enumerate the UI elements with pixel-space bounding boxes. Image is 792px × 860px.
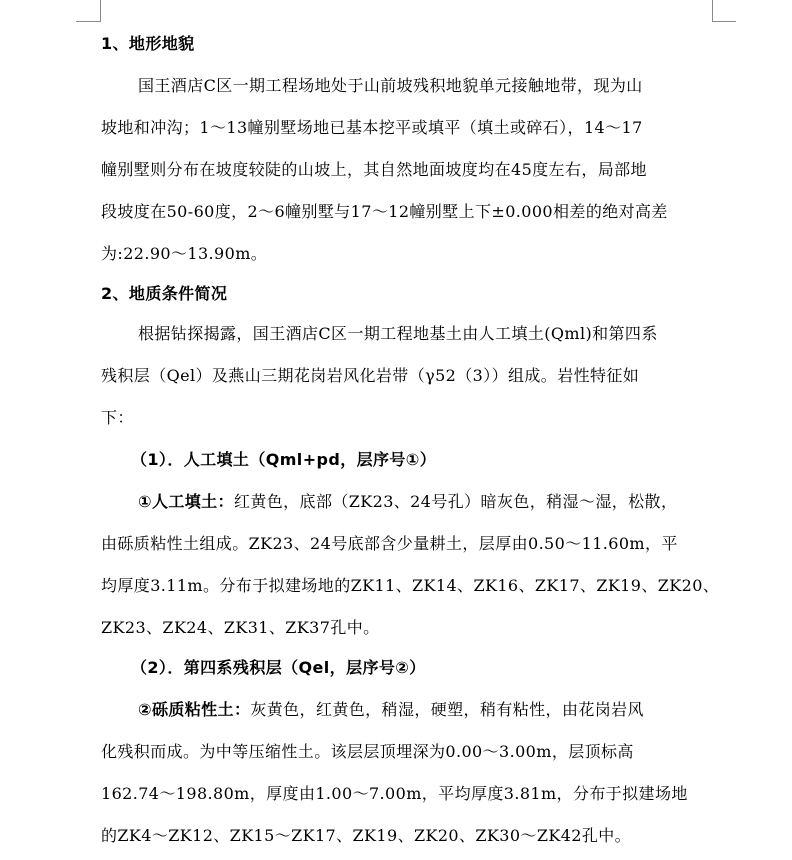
- s2-paragraph-line-2: 残积层（Qel）及燕山三期花岗岩风化岩带（γ52（3））组成。岩性特征如: [101, 366, 640, 385]
- section-1-heading: 1、地形地貌: [101, 34, 195, 53]
- sub1-line-1: [138, 492, 677, 512]
- s1-paragraph-line-1: 国王酒店C区一期工程场地处于山前坡残积地貌单元接触地带，现为山: [138, 76, 643, 95]
- subsection-2-heading: （2）．第四系残积层（Qel，层序号②）: [131, 658, 426, 677]
- s1-paragraph-line-2: 坡地和冲沟；1～13幢别墅场地已基本挖平或填平（填土或碎石），14～17: [101, 118, 643, 137]
- sub1-line-3: 均厚度3.11m。分布于拟建场地的ZK11、ZK14、ZK16、ZK17、ZK19、ZK20、: [101, 576, 720, 595]
- subsection-1-heading: （1）．人工填土（Qml+pd，层序号①）: [131, 450, 437, 469]
- s1-paragraph-line-5: 为:22.90～13.90m。: [101, 244, 268, 263]
- crop-mark-right-vertical: [712, 0, 713, 22]
- crop-mark-left-horizontal: [76, 21, 100, 22]
- sub1-line-1-text: 红黄色，底部（ZK23、24号孔）暗灰色，稍湿～湿，松散，: [233, 492, 678, 511]
- sub2-line-1: [138, 700, 644, 720]
- sub1-line-4: ZK23、ZK24、ZK31、ZK37孔中。: [101, 618, 380, 637]
- sub1-line-2: 由砾质粘性土组成。ZK23、24号底部含少量耕土，层厚由0.50～11.60m，平: [101, 534, 678, 553]
- s1-paragraph-line-3: 幢别墅则分布在坡度较陡的山坡上，其自然地面坡度均在45度左右，局部地: [101, 160, 647, 179]
- s1-paragraph-line-4: 段坡度在50-60度，2～6幢别墅与17～12幢别墅上下±0.000相差的绝对高差: [101, 202, 668, 221]
- crop-mark-left-vertical: [100, 0, 101, 22]
- s2-paragraph-line-1: 根据钻探揭露，国王酒店C区一期工程地基土由人工填土(Qml)和第四系: [138, 324, 658, 343]
- sub2-line-2: 化残积而成。为中等压缩性土。该层层顶埋深为0.00～3.00m，层顶标高: [101, 742, 634, 761]
- sub1-term: ①人工填土：: [138, 492, 234, 511]
- sub2-line-4: 的ZK4～ZK12、ZK15～ZK17、ZK19、ZK20、ZK30～ZK42孔中。: [101, 826, 632, 845]
- s2-paragraph-line-3: 下：: [101, 408, 134, 427]
- sub2-line-1-text: 灰黄色，红黄色，稍湿，硬塑，稍有粘性，由花岗岩风: [250, 700, 644, 719]
- section-2-heading: 2、地质条件简况: [101, 284, 228, 303]
- crop-mark-right-horizontal: [712, 21, 736, 22]
- sub2-term: ②砾质粘性土：: [138, 700, 251, 719]
- sub2-line-3: 162.74～198.80m，厚度由1.00～7.00m，平均厚度3.81m，分布于拟建场地: [101, 784, 688, 803]
